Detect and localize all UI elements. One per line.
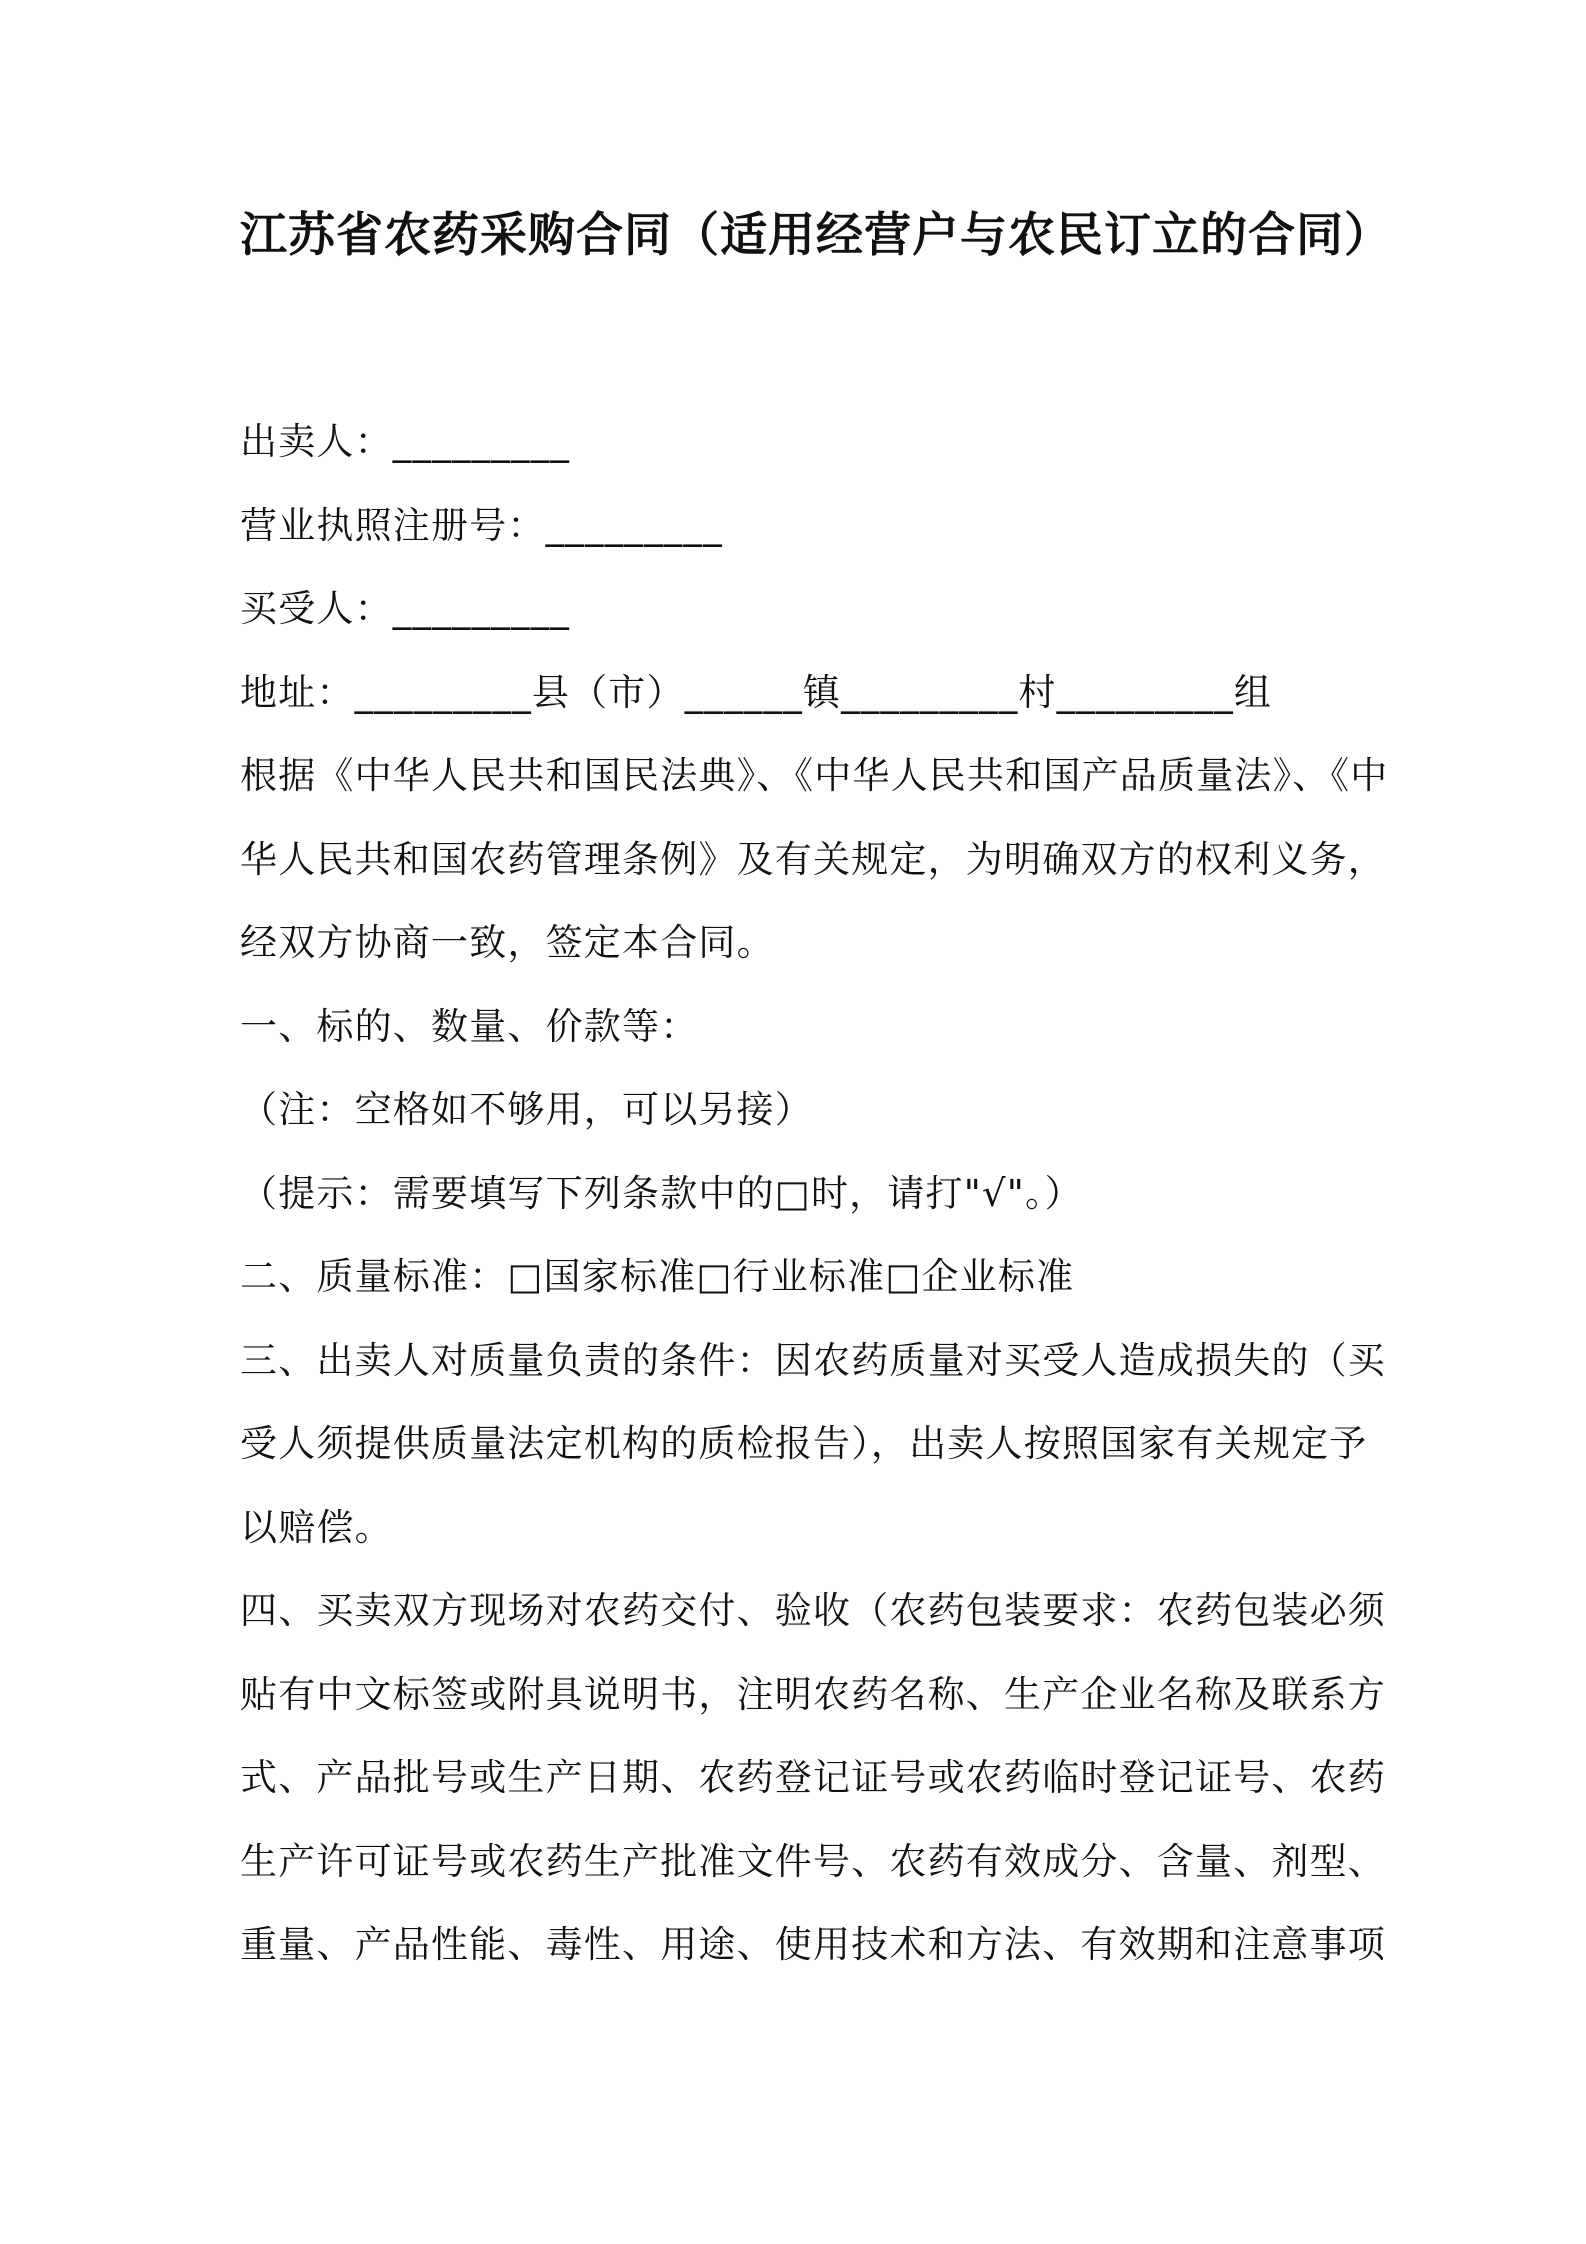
clause-4-line-2: 贴有中文标签或附具说明书，注明农药名称、生产企业名称及联系方 (240, 1672, 1386, 1716)
clause-4-line-1: 四、买卖双方现场对农药交付、验收（农药包装要求：农药包装必须 (240, 1589, 1386, 1632)
buyer-field: 买受人：_________ (240, 587, 571, 630)
hint-line: （提示：需要填写下列条款中的□时，请打"√"。） (240, 1171, 1083, 1215)
preamble-line-1: 根据《中华人民共和国民法典》、《中华人民共和国产品质量法》、《中 (240, 754, 1389, 797)
document-body (240, 400, 1389, 1987)
business-license-field: 营业执照注册号：_________ (240, 503, 723, 547)
seller-field: 出卖人：_________ (240, 420, 571, 463)
preamble-line-3: 经双方协商一致，签定本合同。 (240, 921, 775, 964)
address-field: 地址：_________县（市）______镇_________村_________组 (240, 670, 1273, 714)
clause-4-line-5: 重量、产品性能、毒性、用途、使用技术和方法、有效期和注意事项 (240, 1923, 1386, 1966)
clause-3-line-3: 以赔偿。 (240, 1505, 393, 1549)
clause-4-line-4: 生产许可证号或农药生产批准文件号、农药有效成分、含量、剂型、 (240, 1839, 1386, 1883)
clause-1-heading: 一、标的、数量、价款等： (240, 1004, 699, 1048)
note-line: （注：空格如不够用，可以另接） (240, 1088, 813, 1131)
clause-3-line-2: 受人须提供质量法定机构的质检报告），出卖人按照国家有关规定予 (240, 1422, 1368, 1465)
clause-4-line-3: 式、产品批号或生产日期、农药登记证号或农药临时登记证号、农药 (240, 1756, 1386, 1799)
preamble-line-2: 华人民共和国农药管理条例》及有关规定，为明确双方的权利义务， (240, 837, 1386, 881)
clause-2-quality-standard: 二、质量标准：□国家标准□行业标准□企业标准 (240, 1255, 1075, 1298)
document-title: 江苏省农药采购合同（适用经营户与农民订立的合同） (240, 208, 1392, 263)
clause-3-line-1: 三、出卖人对质量负责的条件：因农药质量对买受人造成损失的（买 (240, 1338, 1386, 1382)
